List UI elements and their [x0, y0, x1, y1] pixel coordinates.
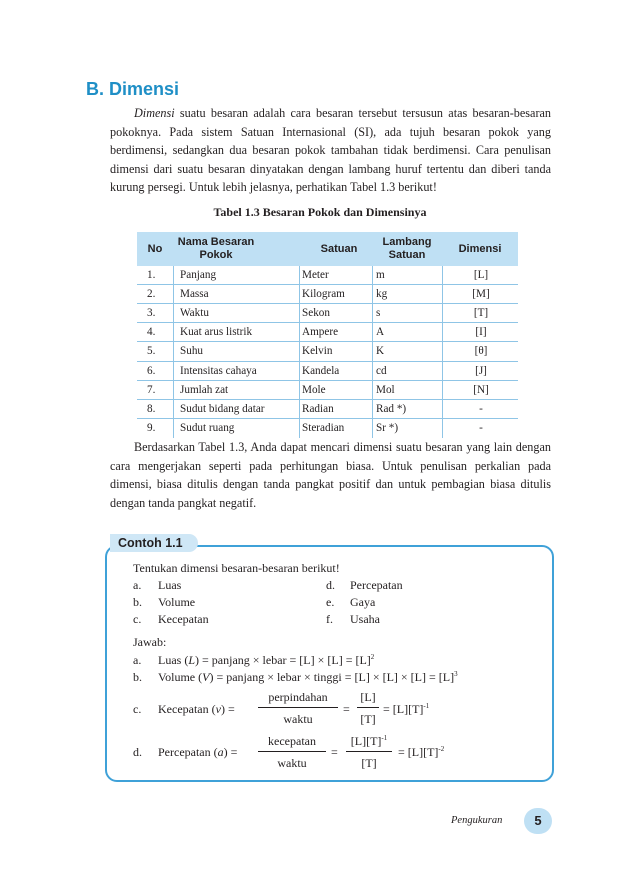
answer-d-result [398, 744, 444, 760]
equals-sign: = [343, 702, 350, 716]
table-caption: Tabel 1.3 Besaran Pokok dan Dimensinya [213, 205, 427, 219]
numerator-text: [L][T] [350, 734, 382, 748]
cell-lambang: cd [376, 364, 387, 377]
answer-c-tail: ) = [220, 702, 235, 716]
column-divider [173, 266, 174, 438]
answer-c-symbol: v [215, 702, 221, 716]
cell-lambang: Rad *) [376, 402, 407, 415]
header-no: No [147, 242, 163, 255]
answer-b-exponent: 3 [454, 670, 458, 678]
answer-d-symbol: a [217, 745, 224, 759]
cell-nama: Panjang [180, 269, 217, 281]
answer-heading: Jawab: [133, 635, 167, 649]
list-item: Gaya [350, 595, 376, 609]
table-row [137, 342, 518, 361]
cell-lambang: kg [376, 288, 388, 301]
header-lambang: Lambang Satuan [382, 236, 432, 261]
header-nama: Nama Besaran Pokok [177, 236, 255, 261]
cell-satuan: Ampere [302, 326, 339, 339]
answer-b-tail: ) = panjang × lebar × tinggi = [L] × [L] × [L] = [L] [209, 670, 455, 684]
cell-satuan: Steradian [302, 421, 345, 434]
intro-text: suatu besaran adalah cara besaran tersebut tersusun atas besaran-besaran pokoknya. Pada sistem Satuan Internasional (SI), ada tujuh besaran pokok yang berdimensi, sedangkan dua besaran pokok tambahan tidak berdimensi. Cara penulisan dimensi dari suatu besaran dinyatakan dengan lambang huruf tertentu dan diberi tanda kurung persegi. Untuk lebih jelasnya, perhatikan Tabel 1.3 berikut! [110, 106, 551, 195]
answer-a-head: Luas ( [158, 653, 189, 667]
followup-text: Berdasarkan Tabel 1.3, Anda dapat mencari dimensi suatu besaran yang lain dengan cara mengerjakan seperti pada perhitungan biasa. Untuk penulisan perkalian pada dimensi, biasa ditulis dengan tanda pangkat positif dan untuk pembagian biasa ditulis dengan tanda pangkat negatif. [110, 440, 551, 510]
answer-d-label [158, 744, 237, 760]
cell-no: 7. [147, 383, 156, 396]
list-item-letter: b. [133, 595, 142, 609]
answer-c-result-exponent: -1 [423, 702, 430, 710]
cell-dimensi: [M] [472, 288, 490, 301]
cell-satuan: Kilogram [302, 288, 345, 301]
answer-a-tail: ) = panjang × lebar = [L] × [L] = [L] [195, 653, 371, 667]
page-number: 5 [524, 808, 552, 834]
fraction-bar [357, 707, 379, 708]
cell-lambang: Mol [376, 383, 395, 396]
fraction-denominator: waktu [283, 712, 313, 726]
equals-sign: = [331, 745, 338, 759]
cell-dimensi: [L] [473, 269, 489, 281]
cell-nama: Kuat arus listrik [180, 326, 253, 339]
column-divider [442, 266, 443, 438]
fraction-numerator: kecepatan [268, 734, 316, 748]
answer-d-letter: d. [133, 745, 142, 759]
cell-nama: Jumlah zat [180, 383, 229, 396]
column-divider [372, 266, 373, 438]
table-row [137, 304, 518, 323]
cell-nama: Sudut bidang datar [180, 402, 265, 415]
column-divider [299, 266, 300, 438]
cell-satuan: Kelvin [302, 345, 333, 358]
cell-satuan: Meter [302, 269, 329, 281]
answer-a [158, 652, 374, 668]
fraction-denominator: [T] [360, 712, 376, 726]
fraction-bar [258, 707, 338, 708]
cell-dimensi: [T] [473, 307, 489, 320]
numerator-exponent: -1 [381, 734, 388, 742]
answer-a-exponent: 2 [370, 653, 375, 661]
table-header [137, 232, 518, 266]
cell-lambang: m [376, 269, 385, 281]
cell-no: 4. [147, 326, 156, 339]
header-satuan: Satuan [320, 242, 358, 255]
example-instruction: Tentukan dimensi besaran-besaran berikut! [133, 561, 340, 575]
answer-c-result-text: = [L][T] [383, 702, 424, 716]
answer-a-symbol: L [188, 653, 196, 667]
cell-lambang: Sr *) [376, 421, 399, 434]
cell-lambang: K [376, 345, 385, 358]
cell-no: 9. [147, 421, 156, 434]
answer-d-result-text: = [L][T] [398, 745, 439, 759]
fraction-numerator [346, 733, 392, 749]
list-item: Percepatan [350, 578, 403, 592]
example-label: Contoh 1.1 [110, 534, 198, 552]
list-item: Kecepatan [158, 612, 209, 626]
cell-no: 2. [147, 288, 156, 301]
answer-d-head: Percepatan ( [158, 745, 218, 759]
table-row [137, 285, 518, 304]
answer-a-letter: a. [133, 653, 142, 667]
answer-b-head: Volume ( [158, 670, 203, 684]
list-item-letter: d. [326, 578, 335, 592]
cell-nama: Sudut ruang [180, 421, 235, 434]
dimension-table [137, 232, 518, 438]
cell-no: 1. [147, 269, 156, 281]
followup-paragraph [110, 438, 551, 512]
answer-c-head: Kecepatan ( [158, 702, 216, 716]
list-item-letter: f. [326, 612, 333, 626]
intro-paragraph [110, 104, 551, 197]
list-item-letter: c. [133, 612, 142, 626]
table-row [137, 266, 518, 285]
answer-d-tail: ) = [223, 745, 238, 759]
cell-nama: Suhu [180, 345, 204, 358]
list-item: Luas [158, 578, 182, 592]
table-row [137, 362, 518, 381]
answer-b [158, 669, 458, 685]
cell-satuan: Radian [302, 402, 334, 415]
answer-b-symbol: V [202, 670, 210, 684]
table-body [137, 266, 518, 438]
answer-c-label [158, 701, 235, 717]
table-row [137, 323, 518, 342]
cell-dimensi: - [479, 421, 483, 434]
cell-nama: Intensitas cahaya [180, 364, 257, 377]
fraction-numerator: [L] [360, 690, 376, 704]
answer-b-letter: b. [133, 670, 142, 684]
cell-no: 8. [147, 402, 156, 415]
cell-dimensi: - [479, 402, 483, 415]
intro-first-word: Dimensi [134, 106, 175, 120]
fraction-denominator: waktu [277, 756, 307, 770]
cell-no: 6. [147, 364, 156, 377]
cell-nama: Massa [180, 288, 209, 301]
cell-dimensi: [θ] [474, 345, 488, 358]
cell-dimensi: [I] [475, 326, 487, 339]
answer-c-result [383, 701, 429, 717]
fraction-bar [258, 751, 326, 752]
cell-no: 5. [147, 345, 156, 358]
cell-no: 3. [147, 307, 156, 320]
fraction-bar [346, 751, 392, 752]
table-row [137, 419, 518, 437]
cell-lambang: A [376, 326, 385, 339]
fraction-numerator: perpindahan [268, 690, 328, 704]
list-item: Volume [158, 595, 196, 609]
table-row [137, 381, 518, 400]
cell-dimensi: [N] [473, 383, 489, 396]
cell-satuan: Mole [302, 383, 326, 396]
cell-dimensi: [J] [475, 364, 487, 377]
cell-satuan: Sekon [302, 307, 330, 320]
list-item-letter: a. [133, 578, 142, 592]
answer-c-letter: c. [133, 702, 142, 716]
cell-nama: Waktu [180, 307, 209, 320]
cell-satuan: Kandela [302, 364, 340, 377]
list-item-letter: e. [326, 595, 335, 609]
footer-chapter: Pengukuran [451, 815, 503, 826]
list-item: Usaha [350, 612, 380, 626]
cell-lambang: s [376, 307, 381, 320]
section-title: B. Dimensi [86, 79, 180, 99]
fraction-denominator: [T] [361, 756, 377, 770]
answer-d-result-exponent: -2 [438, 745, 445, 753]
header-dimensi: Dimensi [458, 242, 502, 255]
table-row [137, 400, 518, 419]
